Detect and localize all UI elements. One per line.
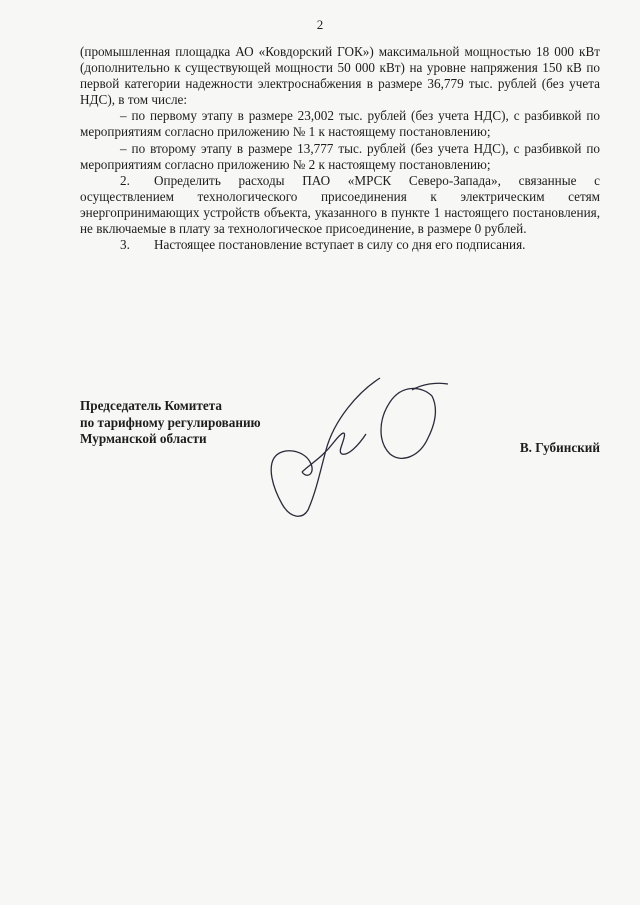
signer-title: Председатель Комитета по тарифному регулированию Мурманской области xyxy=(80,398,261,446)
item-2-text: Определить расходы ПАО «МРСК Северо-Запада», связанные с осуществлением технологического присоединения к электрическим сетям энергопринимающих устройств объекта, указанного в пункте 1 настоящего постановления, не включаемые в плату за технологическое присоединение, в размере 0 рублей. xyxy=(80,172,600,237)
paragraph-continuation: (промышленная площадка АО «Ковдорский ГОК») максимальной мощностью 18 000 кВт (дополнительно к существующей мощности 50 000 кВт) на уровне напряжения 150 кВ по первой категории надежности электроснабжения в размере 36,779 тыс. рублей (без учета НДС), в том числе: xyxy=(80,44,600,108)
item-2-number: 2. xyxy=(120,172,130,188)
item-3-paragraph xyxy=(80,237,600,253)
handwritten-signature xyxy=(262,372,462,522)
page-number: 2 xyxy=(316,17,324,32)
item-2-paragraph xyxy=(80,173,600,237)
document-body xyxy=(80,44,600,253)
signer-name: В. Губинский xyxy=(519,440,600,455)
stage-1-paragraph: – по первому этапу в размере 23,002 тыс. рублей (без учета НДС), с разбивкой по мероприятиям согласно приложению № 1 к настоящему постановлению; xyxy=(80,108,600,140)
stage-2-paragraph: – по второму этапу в размере 13,777 тыс. рублей (без учета НДС), с разбивкой по мероприятиям согласно приложению № 2 к настоящему постановлению; xyxy=(80,140,600,172)
item-3-text: Настоящее постановление вступает в силу со дня его подписания. xyxy=(154,237,526,253)
item-3-number: 3. xyxy=(120,237,130,253)
